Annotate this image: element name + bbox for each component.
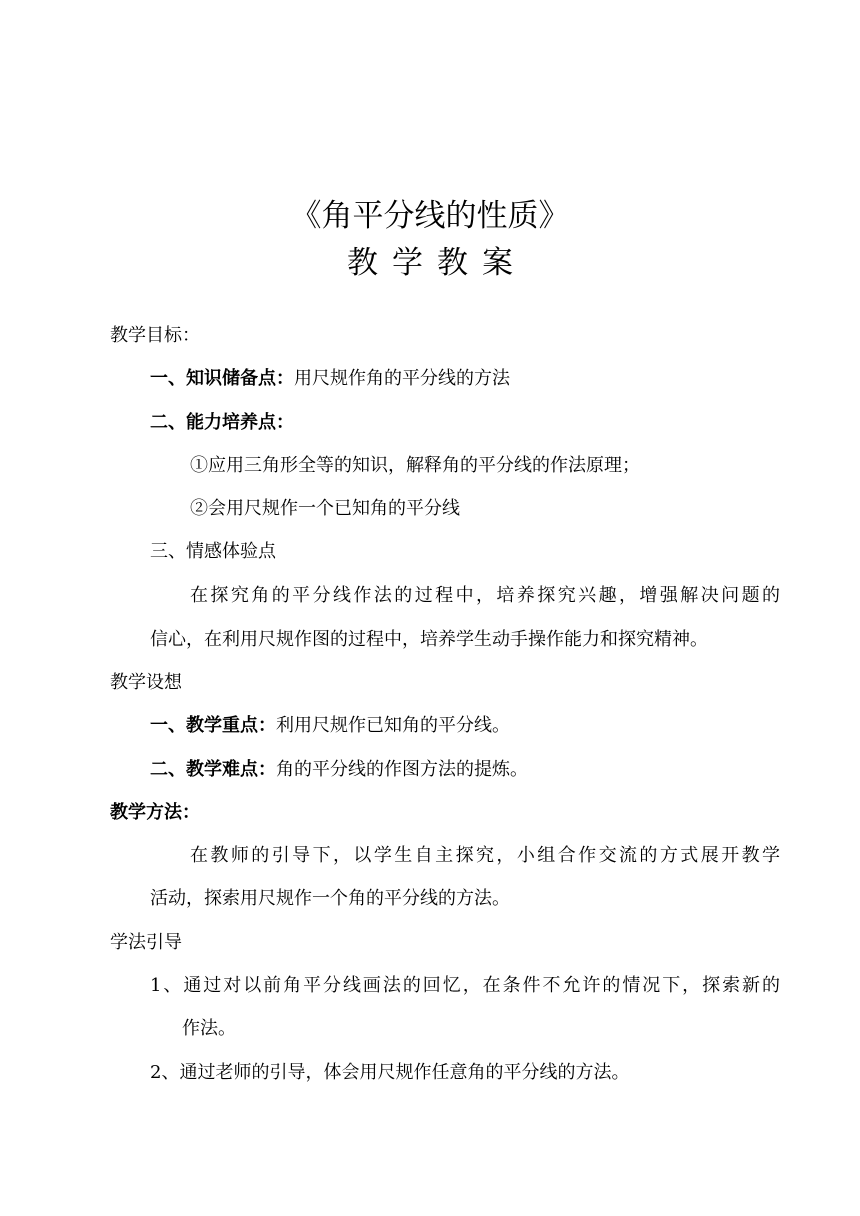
goal-item-emotion-label: 三、情感体验点 [150, 541, 276, 562]
goal-item-ability [150, 410, 294, 436]
document-subtitle: 教学教案 [347, 245, 527, 281]
section-heading-method: 教学方法： [110, 802, 200, 823]
goal-item-knowledge-text: 用尺规作角的平分线的方法 [294, 368, 510, 389]
guide-item2: 2、通过老师的引导，体会用尺规作任意角的平分线的方法。 [150, 1062, 630, 1083]
guide-item1-line1: 1、通过对以前角平分线画法的回忆，在条件不允许的情况下，探索新的 [150, 975, 780, 996]
method-para-line1: 在教师的引导下，以学生自主探究，小组合作交流的方式展开教学 [190, 845, 780, 866]
goal-item-knowledge-label: 一、知识储备点： [150, 368, 294, 389]
guide-item1-line2: 作法。 [182, 1018, 236, 1039]
goal-item-knowledge [150, 366, 510, 392]
goal-emotion-para-line2: 信心，在利用尺规作图的过程中，培养学生动手操作能力和探究精神。 [150, 629, 708, 650]
goal-emotion-para-line1: 在探究角的平分线作法的过程中，培养探究兴趣，增强解决问题的 [190, 585, 780, 606]
design-item-difficulty-label: 二、教学难点： [150, 759, 276, 780]
section-heading-goals: 教学目标： [110, 325, 200, 346]
goal-ability-sub1: ①应用三角形全等的知识，解释角的平分线的作法原理； [190, 455, 640, 476]
design-item-difficulty [150, 757, 528, 783]
design-item-key-label: 一、教学重点： [150, 715, 276, 736]
goal-item-ability-label: 二、能力培养点： [150, 412, 294, 433]
goal-ability-sub2: ②会用尺规作一个已知角的平分线 [190, 498, 460, 519]
section-heading-design: 教学设想 [110, 672, 182, 693]
design-item-difficulty-text: 角的平分线的作图方法的提炼。 [276, 759, 528, 780]
design-item-key [150, 713, 510, 739]
design-item-key-text: 利用尺规作已知角的平分线。 [276, 715, 510, 736]
method-para-line2: 活动，探索用尺规作一个角的平分线的方法。 [150, 888, 510, 909]
document-title: 《角平分线的性质》 [290, 198, 570, 234]
section-heading-guide: 学法引导 [110, 932, 182, 953]
